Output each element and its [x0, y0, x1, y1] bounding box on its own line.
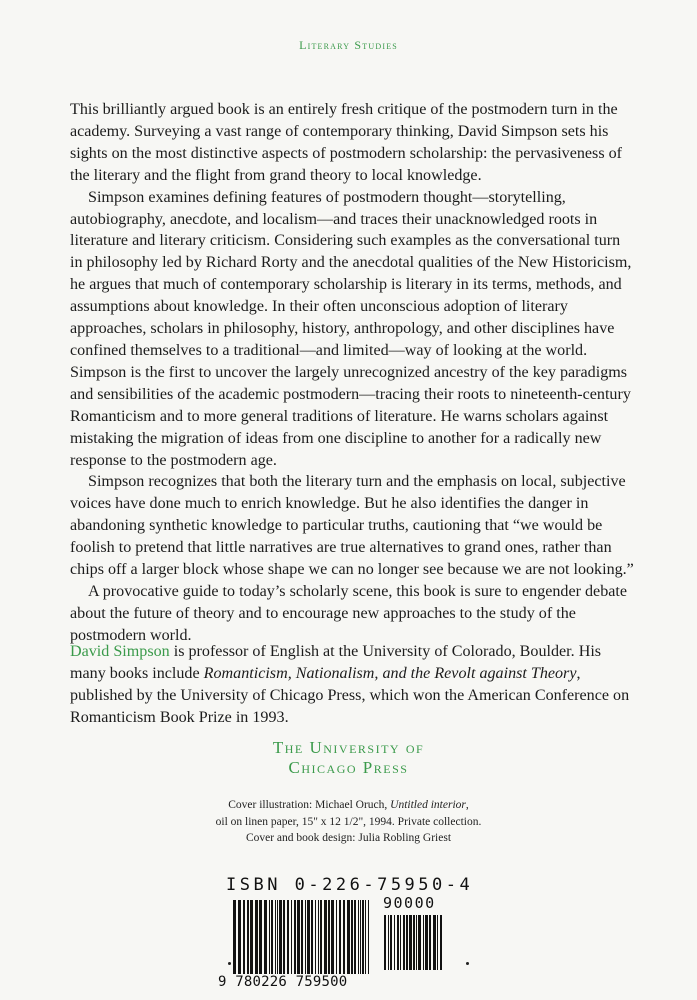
barcode-bar — [328, 900, 330, 974]
barcode-bar — [324, 900, 327, 974]
barcode-bar — [362, 900, 364, 974]
blurb-paragraph-4: A provocative guide to today’s scholarly scene, this book is sure to engender debate about the future of theory and to encourage new approaches to the study of the postmodern world. — [70, 582, 627, 644]
barcode-bar — [279, 900, 282, 974]
ean-digits: 9 780226 759500 — [218, 974, 348, 990]
cover-credits — [0, 797, 697, 847]
barcode-bar — [388, 915, 389, 970]
barcode-bar — [390, 915, 392, 970]
barcode-bar — [423, 915, 424, 970]
barcode-bar — [360, 900, 361, 974]
barcode-bar — [365, 900, 366, 974]
barcode-bar — [384, 915, 386, 970]
barcode-bar — [271, 900, 273, 974]
ean-barcode — [232, 900, 372, 974]
category-label: Literary Studies — [299, 38, 398, 52]
barcode-bar — [283, 900, 285, 974]
barcode-bar — [315, 900, 316, 974]
barcode-bar — [394, 915, 395, 970]
barcode-bar — [247, 900, 249, 974]
barcode-bar — [336, 900, 337, 974]
barcode-bar — [275, 900, 276, 974]
barcode-bar — [255, 900, 258, 974]
corner-mark-left — [228, 962, 231, 965]
barcode-bar — [416, 915, 417, 970]
barcode-bar — [347, 900, 350, 974]
barcode-bar — [433, 915, 436, 970]
barcode-bar — [343, 900, 345, 974]
barcode-bar — [297, 900, 300, 974]
addon-barcode — [383, 915, 445, 970]
barcode-bar — [294, 900, 296, 974]
barcode-bar — [291, 900, 292, 974]
blurb-text — [70, 99, 636, 647]
bio-book-title: Romanticism, Nationalism, and the Revolt against Theory — [203, 664, 577, 682]
barcode-bar — [440, 915, 442, 970]
barcode-bar — [437, 915, 438, 970]
barcode-bar — [301, 900, 303, 974]
barcode-bar — [368, 900, 369, 974]
barcode-bar — [259, 900, 262, 974]
barcode-bar — [429, 915, 431, 970]
barcode-bar — [397, 915, 399, 970]
barcode-bar — [409, 915, 412, 970]
barcode-bar — [331, 900, 334, 974]
credit-design: Cover and book design: Julia Robling Griest — [245, 832, 452, 844]
publisher-line-2: Chicago Press — [288, 758, 409, 777]
barcode-bar — [413, 915, 415, 970]
barcode-bar — [269, 900, 270, 974]
barcode-bar — [233, 900, 236, 974]
barcode-bar — [354, 900, 356, 974]
publisher-name — [0, 738, 697, 778]
blurb-paragraph-1: This brilliantly argued book is an entirely fresh critique of the postmodern turn in the academy. Surveying a vast range of contemporary thinking, David Simpson sets his sights on the most distinctive aspects of postmodern scholarship: the pervasiveness of the literary and the flight from grand theory to local knowledge. — [70, 101, 623, 184]
publisher-line-1: The University of — [272, 738, 425, 757]
bio-text-1: is professor of English at the University of Colorado, Boulder. His many books include — [70, 643, 602, 682]
credit-illustration-suffix: , — [465, 799, 469, 811]
bio-text-2: , published by the University of Chicago Press, which won the American Conference on Romanticism Book Prize in 1993. — [70, 664, 630, 726]
credit-medium: oil on linen paper, 15" x 12 1/2", 1994. Private collection. — [215, 815, 482, 828]
barcode-addon-digits: 90000 — [383, 894, 436, 912]
credit-illustration-prefix: Cover illustration: Michael Oruch, — [228, 799, 391, 811]
isbn-text: ISBN 0-226-75950-4 — [226, 875, 474, 895]
barcode-bar — [320, 900, 322, 974]
barcode-bar — [400, 915, 401, 970]
barcode-bar — [264, 900, 267, 974]
barcode-bar — [318, 900, 319, 974]
barcode-bar — [358, 900, 359, 974]
barcode-bar — [351, 900, 353, 974]
barcode-bar — [277, 900, 278, 974]
barcode-bar — [287, 900, 289, 974]
blurb-paragraph-3: Simpson recognizes that both the literary turn and the emphasis on local, subjective voices have done much to enrich knowledge. But he also identifies the danger in abandoning synthetic knowledge to particular truths, cautioning that “we would be foolish to pretend that little narratives are true alternatives to grand ones, rather than chips off a larger block whose shape we can no longer see because we are not looking.” — [70, 473, 634, 579]
barcode-bar — [418, 915, 421, 970]
barcode-bar — [403, 915, 405, 970]
author-name: David Simpson — [70, 643, 170, 660]
barcode-bar — [238, 900, 241, 974]
credit-illustration-title: Untitled interior — [390, 799, 466, 811]
barcode-bar — [307, 900, 310, 974]
blurb-paragraph-2: Simpson examines defining features of postmodern thought—storytelling, autobiography, anecdote, and localism—and traces their unacknowledged roots in literature and literary criticism. Considering such examples as the conversational turn in philosophy led by Richard Rorty and the anecdotal qualities of the New Historicism, he argues that much of contemporary scholarship is literary in its terms, methods, and assumptions about knowledge. In their often unconscious adoption of literary approaches, scholars in philosophy, history, anthropology, and other disciplines have confined themselves to a traditional—and limited—way of looking at the world. Simpson is the first to uncover the largely unrecognized ancestry of the key paradigms and sensibilities of the academic postmodern—tracing their roots to nineteenth-century Romanticism and to more general traditions of literature. He warns scholars against mistaking the migration of ideas from one discipline to another for a radically new response to the postmodern age. — [70, 188, 632, 469]
barcode-bar — [406, 915, 408, 970]
corner-mark-right — [466, 962, 469, 965]
barcode-bar — [339, 900, 341, 974]
author-bio — [70, 641, 636, 729]
barcode-bar — [305, 900, 306, 974]
barcode-bar — [311, 900, 313, 974]
barcode-bar — [243, 900, 245, 974]
barcode-bar — [250, 900, 253, 974]
credit-illustration — [0, 797, 697, 814]
barcode-bar — [425, 915, 428, 970]
